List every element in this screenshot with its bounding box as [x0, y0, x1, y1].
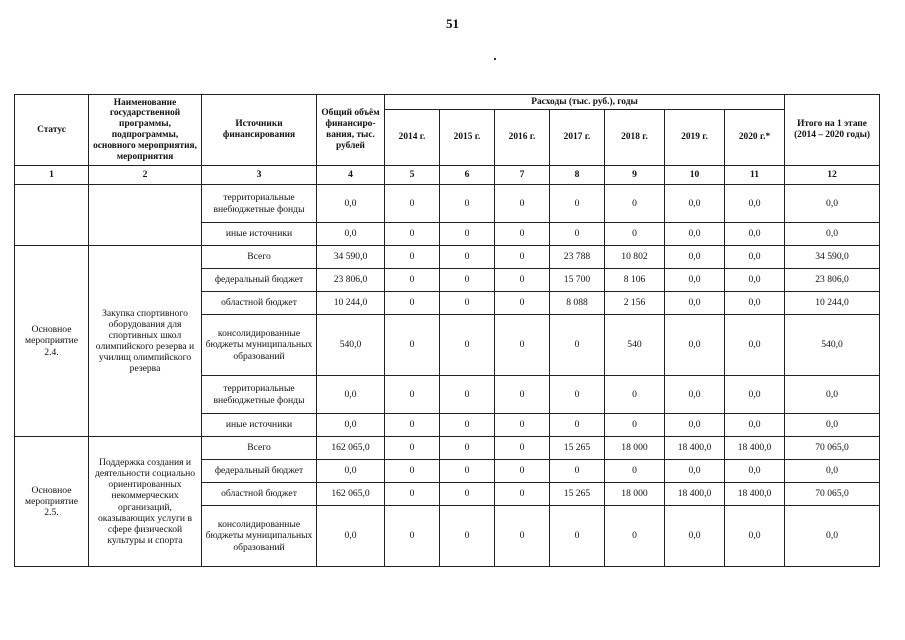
value-cell: 0,0 [725, 269, 785, 292]
value-cell: 18 000 [605, 483, 665, 506]
value-cell: 0 [385, 437, 440, 460]
status-cell: Основное мероприятие 2.4. [15, 246, 89, 437]
value-cell: 0 [550, 376, 605, 414]
value-cell: 0,0 [725, 223, 785, 246]
value-cell: 0 [440, 483, 495, 506]
column-number: 9 [605, 166, 665, 185]
value-cell: 162 065,0 [317, 483, 385, 506]
value-cell: 0 [440, 315, 495, 376]
value-cell: 0 [385, 376, 440, 414]
funding-source-cell: территориальные внебюджетные фонды [202, 376, 317, 414]
value-cell: 540 [605, 315, 665, 376]
value-cell: 540,0 [317, 315, 385, 376]
value-cell: 0 [385, 483, 440, 506]
value-cell: 0,0 [725, 376, 785, 414]
value-cell: 0 [605, 414, 665, 437]
value-cell: 0,0 [725, 246, 785, 269]
value-cell: 8 106 [605, 269, 665, 292]
value-cell: 0 [495, 414, 550, 437]
value-cell: 18 400,0 [665, 483, 725, 506]
value-cell: 34 590,0 [317, 246, 385, 269]
funding-source-cell: областной бюджет [202, 483, 317, 506]
value-cell: 10 244,0 [317, 292, 385, 315]
value-cell: 0,0 [725, 414, 785, 437]
value-cell: 18 400,0 [725, 483, 785, 506]
value-cell: 0 [550, 223, 605, 246]
header-total: Общий объём финансиро-вания, тыс. рублей [317, 95, 385, 166]
header-year: 2018 г. [605, 110, 665, 166]
value-cell: 0 [495, 269, 550, 292]
funding-source-cell: территориальные внебюджетные фонды [202, 185, 317, 223]
value-cell: 0,0 [725, 315, 785, 376]
column-number: 3 [202, 166, 317, 185]
funding-source-cell: областной бюджет [202, 292, 317, 315]
header-year: 2017 г. [550, 110, 605, 166]
value-cell: 15 265 [550, 437, 605, 460]
value-cell: 0,0 [725, 506, 785, 567]
value-cell: 0 [550, 315, 605, 376]
value-cell: 0 [440, 376, 495, 414]
value-cell: 0,0 [665, 376, 725, 414]
status-cell: Основное мероприятие 2.5. [15, 437, 89, 567]
value-cell: 0,0 [785, 185, 880, 223]
value-cell: 0 [385, 223, 440, 246]
column-number: 5 [385, 166, 440, 185]
header-year: 2014 г. [385, 110, 440, 166]
value-cell: 0,0 [725, 292, 785, 315]
value-cell: 0,0 [725, 460, 785, 483]
table-row [15, 246, 880, 269]
value-cell: 0 [385, 292, 440, 315]
column-number: 1 [15, 166, 89, 185]
value-cell: 0 [385, 246, 440, 269]
value-cell: 0,0 [317, 506, 385, 567]
column-number: 11 [725, 166, 785, 185]
value-cell: 34 590,0 [785, 246, 880, 269]
value-cell: 0 [495, 223, 550, 246]
column-number-row [15, 166, 880, 185]
value-cell: 0 [440, 185, 495, 223]
value-cell: 15 265 [550, 483, 605, 506]
value-cell: 2 156 [605, 292, 665, 315]
value-cell: 0 [385, 269, 440, 292]
column-number: 8 [550, 166, 605, 185]
value-cell: 0,0 [665, 246, 725, 269]
header-sources: Источники финансирования [202, 95, 317, 166]
value-cell: 0 [550, 460, 605, 483]
value-cell: 0 [495, 292, 550, 315]
funding-source-cell: Всего [202, 437, 317, 460]
column-number: 7 [495, 166, 550, 185]
value-cell: 0,0 [725, 185, 785, 223]
value-cell: 0,0 [317, 460, 385, 483]
column-number: 6 [440, 166, 495, 185]
program-name-cell [89, 185, 202, 246]
value-cell: 0 [440, 460, 495, 483]
table-row [15, 185, 880, 223]
value-cell: 0 [440, 292, 495, 315]
header-year: 2016 г. [495, 110, 550, 166]
status-cell [15, 185, 89, 246]
value-cell: 0 [550, 414, 605, 437]
value-cell: 0 [495, 506, 550, 567]
value-cell: 0 [440, 223, 495, 246]
value-cell: 0 [495, 246, 550, 269]
value-cell: 0,0 [317, 185, 385, 223]
header-row [15, 95, 880, 110]
value-cell: 0,0 [665, 185, 725, 223]
value-cell: 0,0 [785, 460, 880, 483]
value-cell: 0 [385, 506, 440, 567]
value-cell: 23 788 [550, 246, 605, 269]
column-number: 10 [665, 166, 725, 185]
header-year: 2019 г. [665, 110, 725, 166]
table-row [15, 437, 880, 460]
column-number: 2 [89, 166, 202, 185]
value-cell: 0 [605, 376, 665, 414]
value-cell: 0 [385, 315, 440, 376]
value-cell: 18 400,0 [725, 437, 785, 460]
value-cell: 0,0 [665, 223, 725, 246]
value-cell: 0,0 [317, 376, 385, 414]
funding-source-cell: Всего [202, 246, 317, 269]
value-cell: 18 000 [605, 437, 665, 460]
value-cell: 0 [550, 185, 605, 223]
value-cell: 0,0 [785, 376, 880, 414]
value-cell: 0 [495, 460, 550, 483]
value-cell: 0 [495, 376, 550, 414]
value-cell: 0,0 [785, 223, 880, 246]
value-cell: 70 065,0 [785, 483, 880, 506]
program-name-cell: Поддержка создания и деятельности социально ориентированных некоммерческих организаций, оказывающих услуги в сфере физической культуры и спорта [89, 437, 202, 567]
value-cell: 0 [495, 437, 550, 460]
value-cell: 0 [385, 460, 440, 483]
value-cell: 0 [440, 269, 495, 292]
value-cell: 0 [440, 414, 495, 437]
header-name: Наименование государственной программы, подпрограммы, основного мероприятия, мероприятия [89, 95, 202, 166]
value-cell: 0 [440, 246, 495, 269]
value-cell: 0 [605, 223, 665, 246]
value-cell: 0 [385, 414, 440, 437]
value-cell: 0,0 [785, 506, 880, 567]
value-cell: 0 [605, 506, 665, 567]
scan-speck [494, 58, 496, 60]
funding-source-cell: федеральный бюджет [202, 460, 317, 483]
value-cell: 0 [495, 483, 550, 506]
value-cell: 0,0 [665, 506, 725, 567]
value-cell: 0 [385, 185, 440, 223]
value-cell: 10 802 [605, 246, 665, 269]
header-stage-total: Итого на 1 этапе (2014 – 2020 годы) [785, 95, 880, 166]
funding-source-cell: консолидированные бюджеты муниципальных образований [202, 315, 317, 376]
value-cell: 0 [495, 185, 550, 223]
value-cell: 162 065,0 [317, 437, 385, 460]
program-name-cell: Закупка спортивного оборудования для спортивных школ олимпийского резерва и училищ олимпийского резерва [89, 246, 202, 437]
value-cell: 0,0 [317, 414, 385, 437]
value-cell: 0,0 [317, 223, 385, 246]
value-cell: 23 806,0 [317, 269, 385, 292]
value-cell: 10 244,0 [785, 292, 880, 315]
header-expenses: Расходы (тыс. руб.), годы [385, 95, 785, 110]
header-year: 2015 г. [440, 110, 495, 166]
funding-source-cell: иные источники [202, 223, 317, 246]
value-cell: 0 [550, 506, 605, 567]
column-number: 4 [317, 166, 385, 185]
funding-source-cell: иные источники [202, 414, 317, 437]
value-cell: 0 [605, 185, 665, 223]
value-cell: 0,0 [785, 414, 880, 437]
value-cell: 0,0 [665, 460, 725, 483]
header-status: Статус [15, 95, 89, 166]
value-cell: 540,0 [785, 315, 880, 376]
value-cell: 15 700 [550, 269, 605, 292]
value-cell: 0,0 [665, 292, 725, 315]
page-number: 51 [446, 16, 459, 31]
budget-table [14, 94, 880, 567]
column-number: 12 [785, 166, 880, 185]
value-cell: 0,0 [665, 414, 725, 437]
value-cell: 0,0 [665, 315, 725, 376]
value-cell: 23 806,0 [785, 269, 880, 292]
value-cell: 0 [495, 315, 550, 376]
funding-source-cell: федеральный бюджет [202, 269, 317, 292]
value-cell: 0 [605, 460, 665, 483]
value-cell: 70 065,0 [785, 437, 880, 460]
value-cell: 0 [440, 506, 495, 567]
header-year: 2020 г.* [725, 110, 785, 166]
value-cell: 0 [440, 437, 495, 460]
value-cell: 8 088 [550, 292, 605, 315]
value-cell: 0,0 [665, 269, 725, 292]
value-cell: 18 400,0 [665, 437, 725, 460]
funding-source-cell: консолидированные бюджеты муниципальных образований [202, 506, 317, 567]
